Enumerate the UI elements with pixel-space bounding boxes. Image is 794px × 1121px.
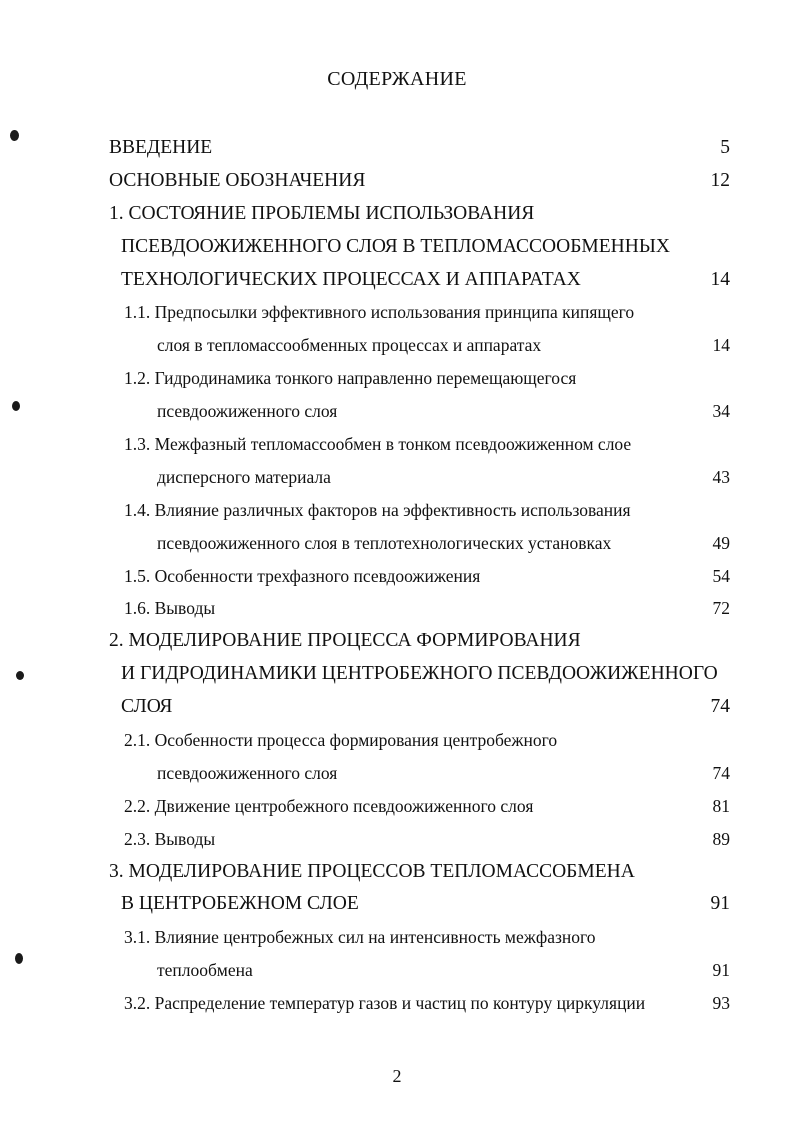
toc-entry-text: И ГИДРОДИНАМИКИ ЦЕНТРОБЕЖНОГО ПСЕВДООЖИЖЕННОГО [121,663,718,685]
toc-page-number: 89 [712,828,730,849]
toc-line [109,362,734,395]
toc-entry-text: 3.2. Распределение температур газов и частиц по контуру циркуляции [124,993,646,1014]
toc-line [109,954,734,987]
toc-page-number: 5 [720,137,730,158]
toc-section-entry [109,987,734,1020]
toc-page-number: 91 [712,960,730,981]
toc-entry-text: псевдоожиженного слоя [157,762,338,783]
toc-entry-text: 1.1. Предпосылки эффективного использования принципа кипящего [124,302,635,323]
toc-entry-text: СЛОЯ [121,696,173,718]
toc-page-number: 43 [712,466,730,487]
scan-speck [15,953,23,964]
toc-line [109,856,734,889]
toc-chapter-entry [109,132,734,165]
toc-line [109,724,734,757]
toc-entry-text: ВВЕДЕНИЕ [109,137,213,158]
toc-entry-text: 3.1. Влияние центробежных сил на интенсивность межфазного [124,927,596,948]
toc-entry-text: 1.3. Межфазный тепломассообмен в тонком псевдоожиженном слое [124,434,632,455]
toc-line [109,625,734,658]
toc-page-number: 49 [712,532,730,553]
toc-entry-text: дисперсного материала [157,466,331,487]
toc-entry-text: ПСЕВДООЖИЖЕННОГО СЛОЯ В ТЕПЛОМАССООБМЕННЫХ [121,235,670,257]
toc-entry-text: псевдоожиженного слоя [157,401,338,422]
toc-entry-text: В ЦЕНТРОБЕЖНОМ СЛОЕ [121,893,359,915]
toc-entry-text: ТЕХНОЛОГИЧЕСКИХ ПРОЦЕССАХ И АППАРАТАХ [121,268,581,290]
toc-page-number: 81 [712,795,730,816]
toc-entry-text: 2.2. Движение центробежного псевдоожиженного слоя [124,795,534,816]
toc-line [109,395,734,428]
toc-line [109,329,734,362]
toc-line [109,132,734,165]
toc-entry-text: 3. МОДЕЛИРОВАНИЕ ПРОЦЕССОВ ТЕПЛОМАССОБМЕНА [109,860,635,882]
toc-section-entry [109,428,734,494]
scan-speck [16,671,24,680]
toc-entry-text: слоя в тепломассообменных процессах и аппаратах [157,335,542,356]
toc-chapter-entry [109,856,734,922]
toc-chapter-entry [109,625,734,724]
toc-section-entry [109,592,734,625]
toc-section-entry [109,790,734,823]
scan-speck [10,130,19,141]
toc-line [109,658,734,691]
toc-section-entry [109,921,734,987]
toc-line [109,987,734,1020]
toc-page-number: 14 [710,268,730,290]
toc-line [109,691,734,724]
toc-section-entry [109,296,734,362]
toc-entry-text: 2.3. Выводы [124,828,216,849]
toc-page-number: 74 [710,696,730,718]
toc-section-entry [109,724,734,790]
toc-page-number: 74 [712,762,730,783]
toc-line [109,823,734,856]
toc-line [109,921,734,954]
toc-line [109,560,734,593]
toc-entry-text: 1.6. Выводы [124,598,216,619]
toc-section-entry [109,823,734,856]
toc-line [109,527,734,560]
toc-line [109,296,734,329]
toc-entry-text: 1.2. Гидродинамика тонкого направленно перемещающегося [124,368,577,389]
toc-page-number: 12 [710,169,730,191]
toc-chapter-entry [109,198,734,297]
toc-entry-text: псевдоожиженного слоя в теплотехнологических установках [157,532,612,553]
toc-entry-text: 1.4. Влияние различных факторов на эффективность использования [124,499,631,520]
page-number: 2 [392,1066,402,1086]
toc-entry-text: 1. СОСТОЯНИЕ ПРОБЛЕМЫ ИСПОЛЬЗОВАНИЯ [109,202,535,224]
toc-line [109,428,734,461]
toc-line [109,461,734,494]
toc-chapter-entry [109,165,734,198]
scan-speck [12,401,20,411]
toc-line [109,165,734,198]
toc-line [109,757,734,790]
toc-page-number: 91 [710,893,730,915]
page-title: СОДЕРЖАНИЕ [327,68,467,90]
toc-section-entry [109,494,734,560]
toc-entry-text: 2. МОДЕЛИРОВАНИЕ ПРОЦЕССА ФОРМИРОВАНИЯ [109,630,581,652]
toc-line [109,790,734,823]
toc-entry-text: теплообмена [157,960,253,981]
toc-page-number: 72 [712,598,730,619]
toc-section-entry [109,560,734,593]
toc-entry-text: ОСНОВНЫЕ ОБОЗНАЧЕНИЯ [109,169,366,191]
toc-line [109,494,734,527]
toc-line [109,592,734,625]
toc-line [109,198,734,231]
toc-page-number: 14 [712,335,730,356]
toc-entry-text: 1.5. Особенности трехфазного псевдоожижения [124,565,481,586]
toc-line [109,264,734,297]
toc-entry-text: 2.1. Особенности процесса формирования центробежного [124,730,558,751]
table-of-contents [109,132,734,1020]
toc-line [109,231,734,264]
toc-section-entry [109,362,734,428]
toc-line [109,888,734,921]
toc-page-number: 93 [712,993,730,1014]
toc-page-number: 34 [712,401,730,422]
toc-page-number: 54 [712,565,730,586]
